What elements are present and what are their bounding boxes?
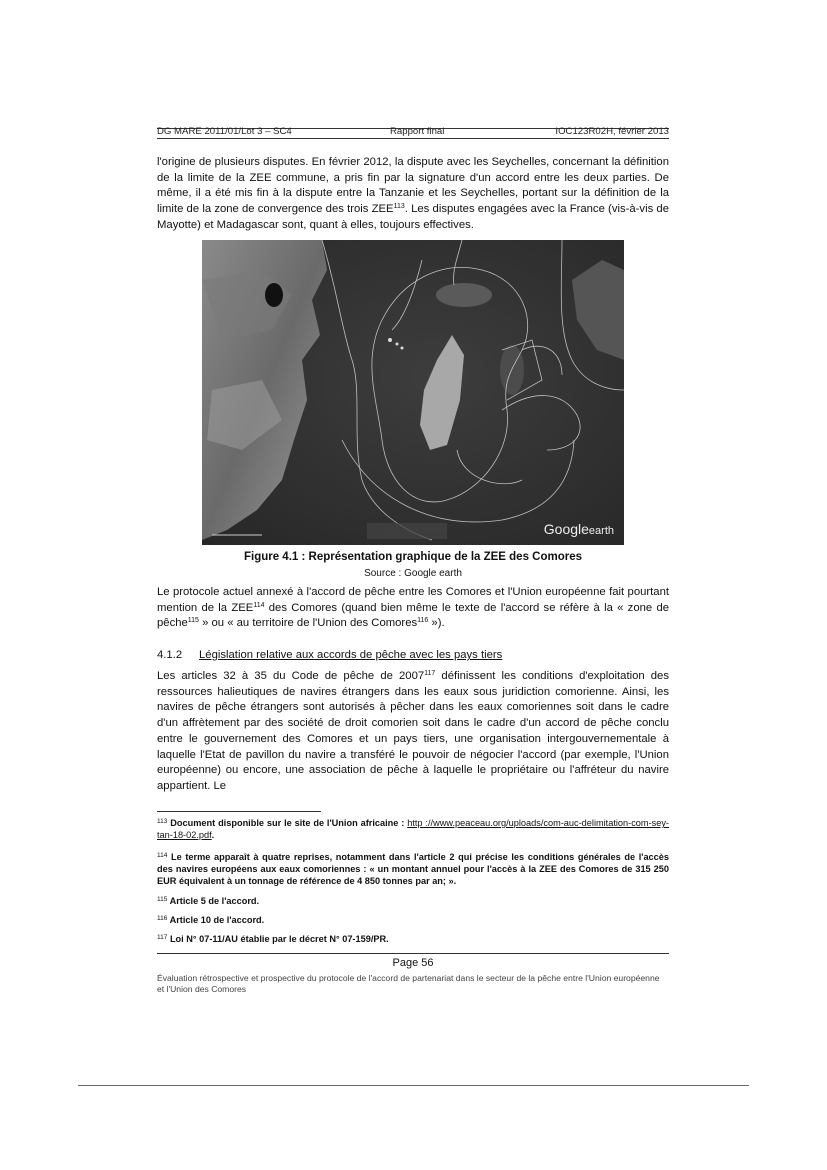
page-header — [157, 126, 669, 137]
footnote-115: $^{115}$ Article 5 de l'accord. — [157, 896, 260, 906]
google-earth-logo: Googleearth — [543, 521, 614, 537]
zee-map-image — [202, 240, 624, 545]
footer-text: Évaluation rétrospective et prospective du protocole de l'accord de partenariat dans le secteur de la pêche entre l'Union européenne et l'Union des Comores — [157, 973, 660, 994]
header-report-type: Rapport final — [390, 126, 445, 137]
section-number: 4.1.2 — [157, 649, 183, 661]
figure-caption: Figure 4.1 : Représentation graphique de la ZEE des Comores — [243, 551, 583, 563]
footnote-117: $^{117}$ Loi N° 07-11/AU établie par le décret N° 07-159/PR. — [157, 934, 389, 944]
intro-paragraph: l'origine de plusieurs disputes. En février 2012, la dispute avec les Seychelles, concernant la définition de la limite de la ZEE commune, a pris fin par la signature d'un accord entre les deux parties. De même, il a été mis fin à la dispute entre la Tanzanie et les Seychelles, portant sur la définition de la limite de la zone de convergence des trois ZEE$^{113}$. Les disputes engagées avec la France (vis-à-vis de Mayotte) et Madagascar sont, quant à elles, toujours effectives. — [157, 156, 670, 231]
page-bottom-rule — [78, 1085, 749, 1086]
section-heading — [157, 649, 502, 661]
header-reference: DG MARE 2011/01/Lot 3 – SC4 — [157, 126, 292, 137]
footnote-ref[interactable]: 116 — [417, 617, 429, 625]
header-rule — [157, 138, 669, 139]
footnote-link[interactable]: http ://www.peaceau.org/uploads/com-auc-delimitation-com-sey-tan-18-02.pdf — [157, 818, 669, 840]
footnote-ref[interactable]: 115 — [187, 617, 199, 625]
figure-source: Source : Google earth — [364, 568, 462, 579]
footnote-113: $^{113}$ Document disponible sur le site de l'Union africaine : http ://www.peaceau.org/uploads/com-auc-delimitation-com-sey-tan-18-02.pdf. — [157, 818, 669, 840]
footnote-separator — [157, 811, 321, 812]
footer-rule — [157, 953, 669, 954]
page-number: Page 56 — [392, 957, 434, 969]
footnote-ref[interactable]: 113 — [393, 203, 405, 211]
footnote-ref[interactable]: 114 — [253, 601, 265, 609]
legislation-paragraph: Les articles 32 à 35 du Code de pêche de 2007$^{117}$ définissent les conditions d'exploitation des ressources halieutiques de navires étrangers dans les eaux sous juridiction comorienne. Ainsi, les navires de pêche étrangers sont autorisés à pêcher dans les eaux comoriennes soit dans le cadre d'un affrètement par des société de droit comorien soit dans le cadre d'un accord de pêche conclu entre le gouvernement des Comores et un pays tiers, une organisation intergouvernementale à laquelle l'Etat de pavillon du navire a transféré le pouvoir de négocier l'accord (par exemple, l'Union européenne) ou encore, une association de pêche à laquelle le propriétaire ou l'affréteur du navire appartient. Le — [157, 670, 669, 792]
zee-mention-paragraph: Le protocole actuel annexé à l'accord de pêche entre les Comores et l'Union européenne fait pourtant mention de la ZEE$^{114}$ des Comores (quand bien même le texte de l'accord se réfère à la « zone de pêche$^{115}$ » ou « au territoire de l'Union des Comores$^{116}$ »). — [157, 586, 670, 630]
header-document-id: IOC123R02H, février 2013 — [555, 126, 669, 137]
section-title: Législation relative aux accords de pêche avec les pays tiers — [199, 649, 503, 661]
footnote-114: $^{114}$ Le terme apparaît à quatre reprises, notamment dans l'article 2 qui précise les conditions générales de l'accès des navires européens aux eaux comoriennes : « un montant annuel pour l'accès à la ZEE des Comores de 315 250 EUR équivalent à un tonnage de référence de 4 850 tonnes par an; ». — [157, 852, 669, 886]
footnote-ref[interactable]: 117 — [424, 670, 436, 677]
footnote-116: $^{116}$ Article 10 de l'accord. — [157, 915, 265, 925]
